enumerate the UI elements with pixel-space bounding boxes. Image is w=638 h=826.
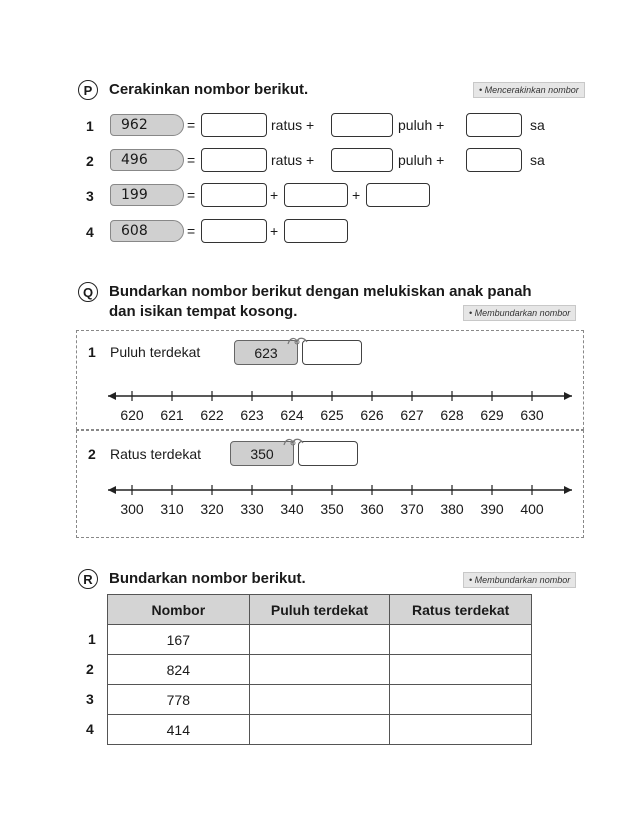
number-line-tick-label: 390	[480, 501, 504, 517]
q-rounding-label: Ratus terdekat	[110, 446, 202, 462]
plus-sign: +	[270, 187, 279, 203]
place-label: ratus +	[271, 152, 315, 168]
answer-cell[interactable]	[390, 685, 532, 715]
p-question-number: 4	[86, 224, 94, 240]
answer-cell[interactable]	[249, 655, 390, 685]
p-question-number: 2	[86, 153, 94, 169]
number-line-tick-label: 624	[280, 407, 304, 423]
plus-sign: +	[352, 187, 361, 203]
p-question-number: 3	[86, 188, 94, 204]
number-cell: 778	[108, 685, 250, 715]
number-cell: 414	[108, 715, 250, 745]
plus-sign: +	[270, 223, 279, 239]
string-loop-icon	[286, 336, 310, 348]
p-number-tag: 496	[110, 149, 184, 171]
q-rounding-label: Puluh terdekat	[110, 344, 201, 360]
number-line-tick-label: 622	[200, 407, 224, 423]
answer-cell[interactable]	[390, 715, 532, 745]
place-label: ratus +	[271, 117, 315, 133]
number-line-tick-label: 620	[120, 407, 144, 423]
answer-box[interactable]	[366, 183, 430, 207]
arrow-left-icon	[108, 486, 116, 494]
answer-cell[interactable]	[390, 655, 532, 685]
section-r-title: Bundarkan nombor berikut.	[109, 570, 306, 587]
q-question-number: 1	[88, 344, 96, 360]
number-line-tick-label: 628	[440, 407, 464, 423]
number-line-tick-label: 330	[240, 501, 264, 517]
number-line-tick-label: 630	[520, 407, 544, 423]
p-number-tag: 199	[110, 184, 184, 206]
r-question-number: 3	[86, 691, 94, 707]
number-line-tick-label: 340	[280, 501, 304, 517]
arrow-right-icon	[564, 486, 572, 494]
answer-cell[interactable]	[249, 715, 390, 745]
number-line-tick-label: 350	[320, 501, 344, 517]
answer-cell[interactable]	[390, 625, 532, 655]
arrow-left-icon	[108, 392, 116, 400]
number-line-tick-label: 625	[320, 407, 344, 423]
place-label: puluh +	[398, 117, 445, 133]
table-header-row	[108, 595, 532, 625]
q-number-tag: 623	[234, 340, 298, 365]
number-line-tick-label: 400	[520, 501, 544, 517]
equals-sign: =	[187, 187, 196, 203]
place-label: puluh +	[398, 152, 445, 168]
q-number-tag: 350	[230, 441, 294, 466]
string-loop-icon	[282, 437, 306, 449]
equals-sign: =	[187, 152, 196, 168]
number-line-tick-label: 320	[200, 501, 224, 517]
answer-box[interactable]	[298, 441, 358, 466]
q-question-number: 2	[88, 446, 96, 462]
section-q-marker: Q	[78, 282, 98, 302]
section-p-title: Cerakinkan nombor berikut.	[109, 81, 309, 98]
answer-box[interactable]	[201, 148, 267, 172]
number-line-puluh	[100, 388, 580, 424]
number-line-tick-label: 623	[240, 407, 264, 423]
equals-sign: =	[187, 117, 196, 133]
answer-cell[interactable]	[249, 685, 390, 715]
number-line-tick-label: 300	[120, 501, 144, 517]
p-question-number: 1	[86, 118, 94, 134]
section-p-marker: P	[78, 80, 98, 100]
section-q-title-line2: dan isikan tempat kosong.	[109, 303, 298, 320]
p-number-tag: 962	[110, 114, 184, 136]
answer-box[interactable]	[284, 219, 348, 243]
section-r-marker: R	[78, 569, 98, 589]
table-row	[108, 625, 532, 655]
number-cell: 824	[108, 655, 250, 685]
section-p-tag: • Mencerakinkan nombor	[473, 82, 585, 98]
table-row	[108, 655, 532, 685]
r-question-number: 1	[88, 631, 96, 647]
section-q-tag: • Membundarkan nombor	[463, 305, 576, 321]
answer-box[interactable]	[201, 113, 267, 137]
section-r-tag: • Membundarkan nombor	[463, 572, 576, 588]
answer-box[interactable]	[466, 113, 522, 137]
rounding-table	[107, 594, 532, 745]
number-line-ratus	[100, 482, 580, 518]
arrow-right-icon	[564, 392, 572, 400]
number-line-tick-label: 627	[400, 407, 424, 423]
table-row	[108, 685, 532, 715]
header-nombor: Nombor	[108, 595, 250, 625]
header-puluh-terdekat: Puluh terdekat	[249, 595, 390, 625]
place-label: sa	[530, 152, 545, 168]
section-q-title-line1: Bundarkan nombor berikut dengan melukiskan anak panah	[109, 283, 532, 300]
header-ratus-terdekat: Ratus terdekat	[390, 595, 532, 625]
answer-box[interactable]	[201, 183, 267, 207]
number-line-tick-label: 370	[400, 501, 424, 517]
table-row	[108, 715, 532, 745]
answer-cell[interactable]	[249, 625, 390, 655]
r-question-number: 4	[86, 721, 94, 737]
answer-box[interactable]	[466, 148, 522, 172]
p-number-tag: 608	[110, 220, 184, 242]
answer-box[interactable]	[331, 148, 393, 172]
number-cell: 167	[108, 625, 250, 655]
number-line-tick-label: 310	[160, 501, 184, 517]
number-line-tick-label: 380	[440, 501, 464, 517]
answer-box[interactable]	[331, 113, 393, 137]
r-question-number: 2	[86, 661, 94, 677]
answer-box[interactable]	[302, 340, 362, 365]
number-line-tick-label: 626	[360, 407, 384, 423]
number-line-tick-label: 629	[480, 407, 504, 423]
equals-sign: =	[187, 223, 196, 239]
number-line-tick-label: 621	[160, 407, 184, 423]
number-line-tick-label: 360	[360, 501, 384, 517]
answer-box[interactable]	[284, 183, 348, 207]
place-label: sa	[530, 117, 545, 133]
answer-box[interactable]	[201, 219, 267, 243]
